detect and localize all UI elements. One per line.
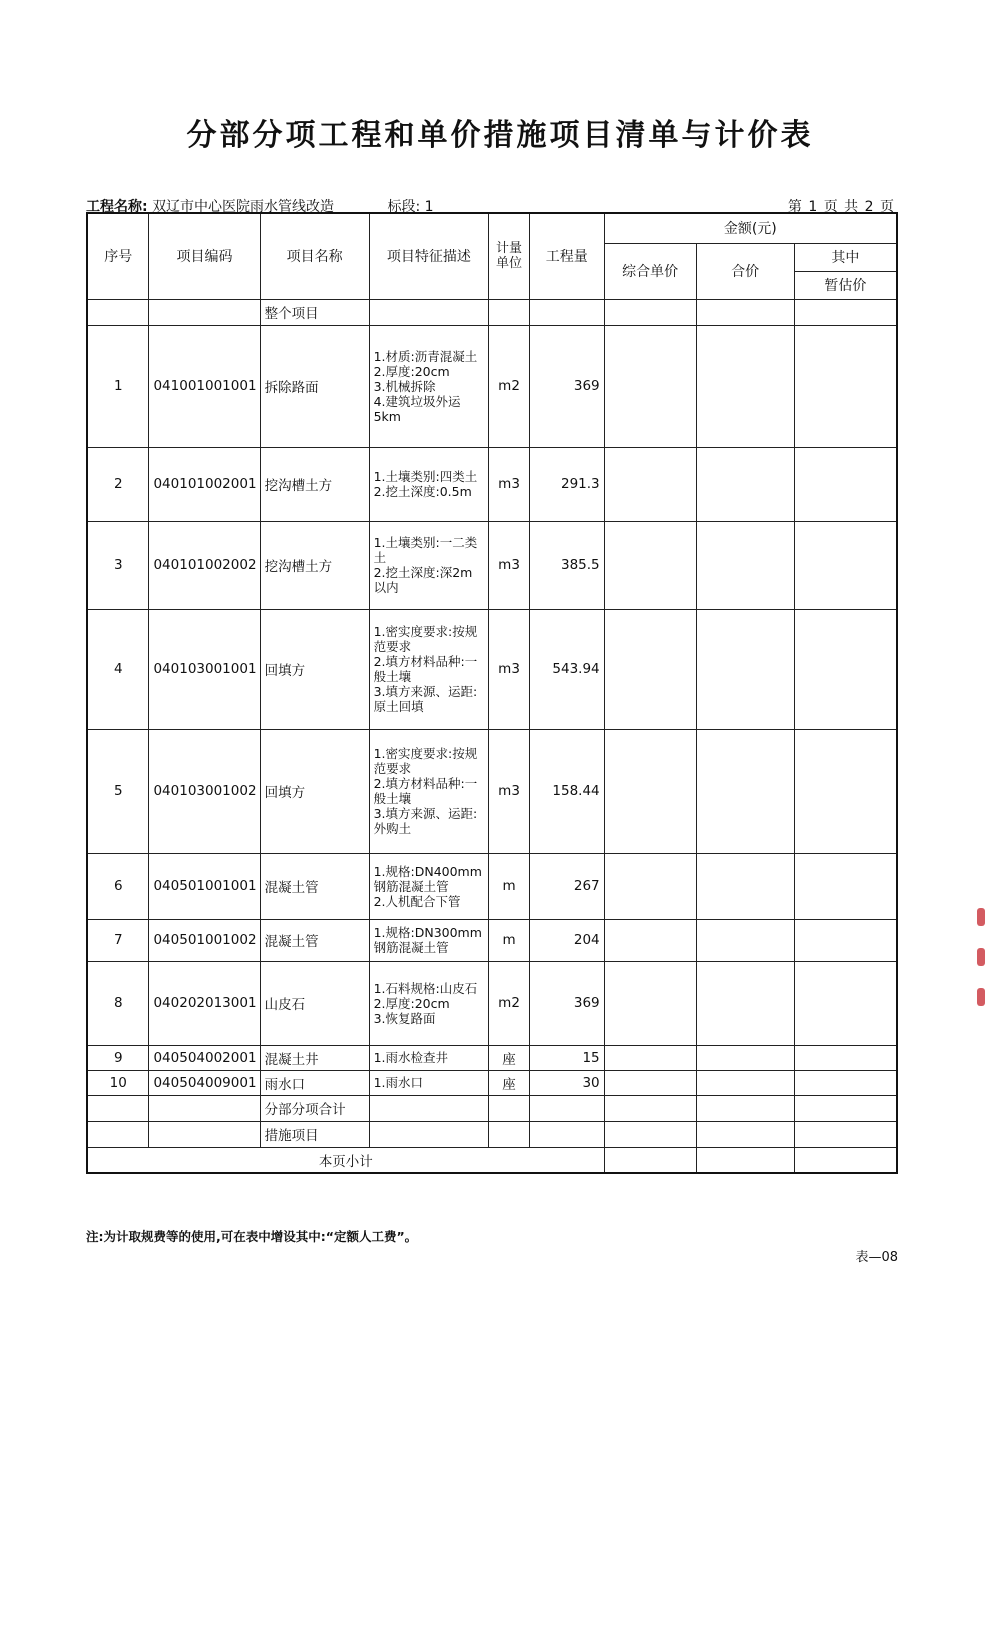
row-seq: 7 [87,919,149,961]
whole-item-label: 整个项目 [260,299,369,325]
document-title: 分部分项工程和单价措施项目清单与计价表 [186,118,814,153]
row-name: 混凝土井 [260,1045,369,1070]
header-seq: 序号 [87,213,149,299]
row-seq: 1 [87,325,149,447]
measures-label: 措施项目 [260,1121,369,1147]
row-qty: 369 [529,961,604,1045]
row-desc: 1.密实度要求:按规范要求 2.填方材料品种:一般土壤 3.填方来源、运距:原土回填 [369,609,489,729]
row-seq: 4 [87,609,149,729]
row-code: 040103001001 [149,609,260,729]
row-unit: m3 [489,521,530,609]
row-desc: 1.石料规格:山皮石 2.厚度:20cm 3.恢复路面 [369,961,489,1045]
header-qty: 工程量 [529,213,604,299]
row-seq: 9 [87,1045,149,1070]
table-row [87,521,897,609]
row-code: 041001001001 [149,325,260,447]
row-code: 040101002001 [149,447,260,521]
row-name: 拆除路面 [260,325,369,447]
header-of-which: 其中 [794,243,897,271]
row-code: 040504002001 [149,1045,260,1070]
table-row [87,325,897,447]
table-row [87,729,897,853]
row-name: 混凝土管 [260,853,369,919]
table-row [87,961,897,1045]
page-info: 第 1 页 共 2 页 [787,199,895,215]
row-name: 挖沟槽土方 [260,521,369,609]
page-subtotal-label: 本页小计 [87,1147,604,1173]
row-seq: 3 [87,521,149,609]
table-row [87,447,897,521]
table-row [87,1045,897,1070]
table-row [87,919,897,961]
project-name-label: 工程名称: [86,199,148,215]
row-qty: 30 [529,1070,604,1095]
project-name: 双辽市中心医院雨水管线改造 [152,199,335,215]
row-unit: m2 [489,961,530,1045]
row-unit: m [489,853,530,919]
header-unit-price: 综合单价 [604,243,696,299]
row-name: 回填方 [260,729,369,853]
row-code: 040202013001 [149,961,260,1045]
header-amount: 金额(元) [604,213,897,243]
table-row [87,853,897,919]
row-seq: 6 [87,853,149,919]
row-code: 040103001002 [149,729,260,853]
row-unit: m3 [489,609,530,729]
row-desc: 1.雨水检查井 [369,1045,489,1070]
row-unit: 座 [489,1045,530,1070]
row-unit: m [489,919,530,961]
row-qty: 204 [529,919,604,961]
row-qty: 15 [529,1045,604,1070]
row-qty: 158.44 [529,729,604,853]
row-seq: 5 [87,729,149,853]
row-qty: 267 [529,853,604,919]
row-desc: 1.规格:DN300mm钢筋混凝土管 [369,919,489,961]
row-unit: 座 [489,1070,530,1095]
row-code: 040501001001 [149,853,260,919]
row-name: 挖沟槽土方 [260,447,369,521]
row-qty: 291.3 [529,447,604,521]
row-unit: m3 [489,729,530,853]
row-desc: 1.材质:沥青混凝土 2.厚度:20cm 3.机械拆除 4.建筑垃圾外运5km [369,325,489,447]
header-total: 合价 [696,243,794,299]
row-name: 山皮石 [260,961,369,1045]
header-code: 项目编码 [149,213,260,299]
section-number: 1 [424,199,434,215]
row-code: 040501001002 [149,919,260,961]
header-unit: 计量单位 [489,213,530,299]
row-qty: 369 [529,325,604,447]
table-row [87,1070,897,1095]
row-name: 雨水口 [260,1070,369,1095]
row-name: 回填方 [260,609,369,729]
subtotal-label: 分部分项合计 [260,1095,369,1121]
form-number: 表—08 [855,1250,898,1265]
row-desc: 1.规格:DN400mm钢筋混凝土管 2.人机配合下管 [369,853,489,919]
row-desc: 1.土壤类别:一二类土 2.挖土深度:深2m以内 [369,521,489,609]
row-seq: 8 [87,961,149,1045]
row-name: 混凝土管 [260,919,369,961]
row-code: 040504009001 [149,1070,260,1095]
row-desc: 1.雨水口 [369,1070,489,1095]
row-qty: 385.5 [529,521,604,609]
row-code: 040101002002 [149,521,260,609]
row-unit: m3 [489,447,530,521]
row-desc: 1.密实度要求:按规范要求 2.填方材料品种:一般土壤 3.填方来源、运距:外购土 [369,729,489,853]
red-seal-stamp [974,900,988,1060]
footnote: 注:为计取规费等的使用,可在表中增设其中:“定额人工费”。 [86,1229,418,1244]
row-unit: m2 [489,325,530,447]
row-seq: 10 [87,1070,149,1095]
pricing-table [86,212,898,1174]
header-desc: 项目特征描述 [369,213,489,299]
section-label: 标段: [387,199,421,215]
row-desc: 1.土壤类别:四类土 2.挖土深度:0.5m [369,447,489,521]
header-provisional: 暂估价 [794,271,897,299]
header-name: 项目名称 [260,213,369,299]
table-row [87,609,897,729]
row-seq: 2 [87,447,149,521]
row-qty: 543.94 [529,609,604,729]
